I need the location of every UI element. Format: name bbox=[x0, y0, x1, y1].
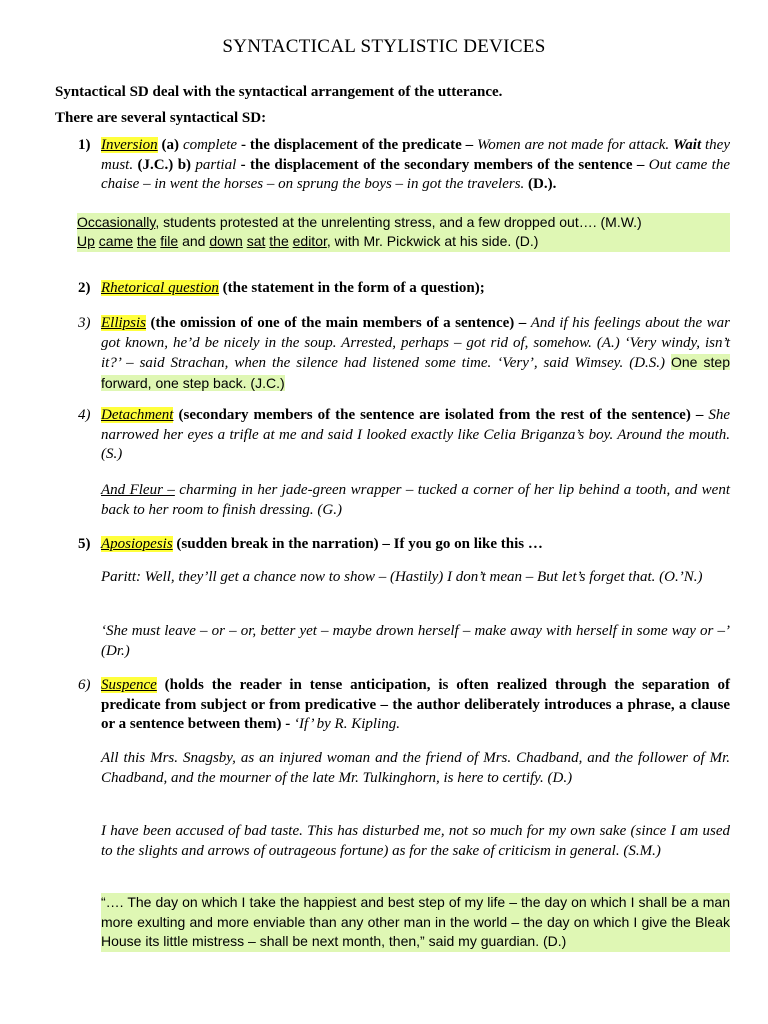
item-3-ellipsis: Ellipsis (the omission of one of the main members of a sentence) – And if his feelings about the war got known, he’d be nicely in the soup. Arrested, perhaps – got rid of, somehow. (A.) ‘Very windy, isn’t it?’ – said Strachan, when the silence had listened some time. ‘Very’, said Wimsey. (D.S.) One step forward, one step back. (J.C.) bbox=[101, 315, 730, 391]
item-6-example-2: I have been accused of bad taste. This has disturbed me, not so much for my own sake (since I am used to the slights and arrows of outrageous fortune) as for the sake of criticism in general. (S.M.) bbox=[101, 823, 730, 859]
term-rhetorical-question: Rhetorical question bbox=[101, 280, 219, 296]
item-4-example-2: And Fleur – charming in her jade-green wrapper – tucked a corner of her lip behind a tooth, and went back to her room to finish dressing. (G.) bbox=[101, 482, 730, 518]
item-1-inversion: Inversion (a) complete - the displacement of the predicate – Women are not made for attack. Wait they must. (J.C.) b) partial - the displacement of the secondary members of the sentence – Out came the chaise – in went the horses – on sprung the boys – in got the travelers. (D.). bbox=[101, 137, 731, 192]
item-5-aposiopesis: Aposiopesis (sudden break in the narration) – If you go on like this … bbox=[101, 536, 543, 552]
item-5-number: 5) bbox=[78, 536, 91, 552]
item-1-number: 1) bbox=[78, 137, 91, 153]
item-4-number: 4) bbox=[78, 407, 91, 423]
item-6-sans-example: “…. The day on which I take the happiest and best step of my life – the day on which I shall be a man more exulting and more enviable than any other man in the world – the day on which I give the Bleak House its little mistress – shall be next month, then,” said my guardian. (D.) bbox=[101, 893, 730, 952]
item-3-number: 3) bbox=[78, 315, 91, 331]
item-2-number: 2) bbox=[78, 280, 91, 296]
term-inversion: Inversion bbox=[101, 137, 158, 153]
term-aposiopesis: Aposiopesis bbox=[101, 536, 173, 552]
item-1-example-box bbox=[77, 213, 730, 252]
item-1-sans-example-1: Occasionally, students protested at the unrelenting stress, and a few dropped out…. (M.W.) bbox=[77, 214, 642, 230]
item-6-suspence: Suspence (holds the reader in tense anticipation, is often realized through the separation of predicate from subject or from predicative – the author deliberately introduces a phrase, a clause or a sentence between them) - ‘If’ by R. Kipling. bbox=[101, 677, 730, 732]
term-detachment: Detachment bbox=[101, 407, 174, 423]
intro-line-1: Syntactical SD deal with the syntactical arrangement of the utterance. bbox=[55, 84, 503, 100]
item-4-detachment: Detachment (secondary members of the sentence are isolated from the rest of the sentence) – She narrowed her eyes a trifle at me and said I looked exactly like Celia Briganza’s boy. Around the mouth. (S.) bbox=[101, 407, 730, 462]
item-3-sans-example: One step forward, one step back. (J.C.) bbox=[101, 354, 730, 391]
item-5-example-2: ‘She must leave – or – or, better yet – maybe drown herself – make away with herself in some way or –’ (Dr.) bbox=[101, 623, 730, 659]
intro-line-2: There are several syntactical SD: bbox=[55, 110, 267, 126]
item-1-sans-example-2: Up came the file and down sat the editor, with Mr. Pickwick at his side. (D.) bbox=[77, 233, 539, 249]
item-6-example-1: All this Mrs. Snagsby, as an injured woman and the friend of Mrs. Chadband, and the follower of Mr. Chadband, and the mourner of the late Mr. Tulkinghorn, is here to certify. (D.) bbox=[101, 750, 730, 786]
term-suspence: Suspence bbox=[101, 677, 157, 693]
term-ellipsis: Ellipsis bbox=[101, 315, 147, 331]
item-5-example-1: Paritt: Well, they’ll get a chance now to show – (Hastily) I don’t mean – But let’s forget that. (O.’N.) bbox=[101, 569, 703, 585]
item-2-rhetorical-question: Rhetorical question (the statement in the form of a question); bbox=[101, 280, 485, 296]
item-6-number: 6) bbox=[78, 677, 91, 693]
page-title: SYNTACTICAL STYLISTIC DEVICES bbox=[222, 36, 546, 57]
